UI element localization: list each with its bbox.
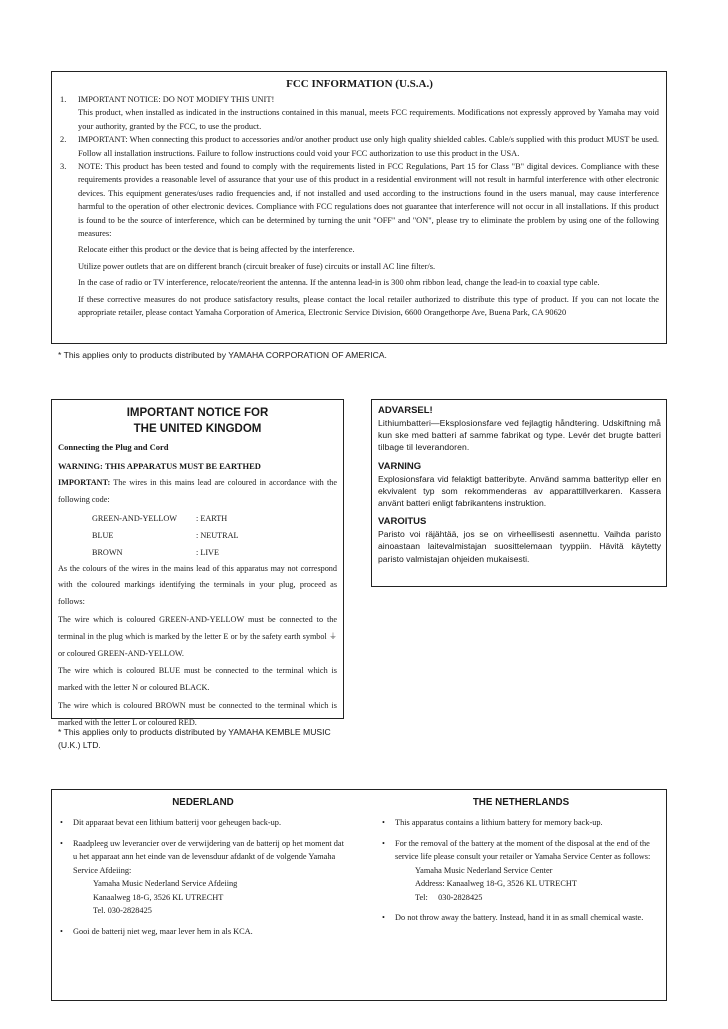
- list-item: • For the removal of the battery at the moment of the disposal at the end of the service life please consult your retailer or Yamaha Service Center as follows: Yamaha Music Nederland Service Center Address: Kanaalweg 18-G, 3526 KL UTRECHT Tel: 030-2828425: [380, 837, 662, 905]
- fcc-item-1-detail: This product, when installed as indicated in the instructions contained in this manual, meets FCC requirements. Modifications not expressly approved by Yamaha may void your authority, granted by the FCC, to use the product.: [78, 108, 659, 131]
- list-item: • Raadpleeg uw leverancier over de verwijdering van de batterij op het moment dat u het apparaat ann het einde van de levensduur afdankt of de volgende Yamaha Service Afdeiing: Yamaha Music Nederland Service Afdeiing Kanaalweg 18-G, 3526 KL UTRECHT Tel. 030-2828425: [58, 837, 348, 918]
- advarsel-text: Lithiumbatteri—Eksplosionsfare ved fejlagtig håndtering. Udskiftning må kun ske med batteri af samme fabrikat og type. Levér det brugte batteri tilbage til leverandoren.: [378, 418, 661, 453]
- netherlands-battery-box: [51, 789, 667, 1001]
- list-item: • Dit apparaat bevat een lithium batterij voor geheugen back-up.: [60, 818, 282, 827]
- uk-wire-earth: GREEN-AND-YELLOW : EARTH: [92, 513, 228, 523]
- uk-para-4: The wire which is coloured BROWN must be connected to the terminal which is marked with the letter L or coloured RED.: [58, 700, 337, 727]
- earth-symbol-icon: ⏚: [329, 631, 337, 641]
- nederland-list: [58, 816, 348, 938]
- uk-wire-live: BROWN : LIVE: [92, 547, 219, 557]
- fcc-measure-1: Relocate either this product or the device that is being affected by the interference.: [78, 245, 355, 255]
- the-netherlands-address: Yamaha Music Nederland Service Center Address: Kanaalweg 18-G, 3526 KL UTRECHT Tel: 030-2828425: [415, 865, 577, 902]
- nordic-battery-warnings-box: [371, 399, 667, 587]
- list-item: • Do not throw away the battery. Instead, hand it in as small chemical waste.: [382, 913, 644, 922]
- fcc-item-1: 1. IMPORTANT NOTICE: DO NOT MODIFY THIS UNIT!: [60, 95, 275, 104]
- varoitus-heading: VAROITUS: [378, 516, 427, 528]
- fcc-title: FCC INFORMATION (U.S.A.): [286, 78, 433, 90]
- varning-heading: VARNING: [378, 460, 422, 472]
- list-item: • Gooi de batterij niet weg, maar lever hem in als KCA.: [60, 926, 253, 936]
- fcc-list: [60, 93, 659, 240]
- uk-wire-neutral: BLUE : NEUTRAL: [92, 530, 239, 540]
- fcc-measure-2: Utilize power outlets that are on different branch (circuit breaker of fuse) circuits or install AC line filter/s.: [78, 261, 436, 271]
- fcc-footnote: * This applies only to products distributed by YAMAHA CORPORATION OF AMERICA.: [58, 350, 387, 360]
- uk-para-1: As the colours of the wires in the mains lead of this apparatus may not correspond with the coloured markings identifying the terminals in your plug, proceed as follows:: [58, 563, 337, 607]
- varoitus-text: Paristo voi räjähtää, jos se on virheellisesti asennettu. Vaihda paristo ainoastaan laitevalmistajan suosittelemaan tyyppiin. Hävitä käytetty paristo valmistajan ohjeiden mukaisesti.: [378, 529, 661, 564]
- uk-warning: WARNING: THIS APPARATUS MUST BE EARTHED: [58, 461, 261, 471]
- the-netherlands-list: [380, 816, 662, 925]
- the-netherlands-column: [380, 796, 662, 932]
- the-netherlands-title: THE NETHERLANDS: [472, 797, 570, 808]
- advarsel-heading: ADVARSEL!: [378, 405, 433, 416]
- uk-heading-line-1: IMPORTANT NOTICE FOR: [126, 407, 269, 419]
- nederland-address: Yamaha Music Nederland Service Afdeiing Kanaalweg 18-G, 3526 KL UTRECHT Tel. 030-2828425: [93, 879, 238, 915]
- uk-important: IMPORTANT: The wires in this mains lead are coloured in accordance with the following code:: [58, 478, 337, 504]
- uk-para-3: The wire which is coloured BLUE must be connected to the terminal which is marked with the letter N or coloured BLACK.: [58, 666, 337, 693]
- uk-footnote: * This applies only to products distributed by YAMAHA KEMBLE MUSIC (U.K.) LTD.: [58, 727, 331, 750]
- fcc-measure-4: If these corrective measures do not produce satisfactory results, please contact the local retailer authorized to distribute this type of product. If you can not locate the appropriate retailer, please contact Yamaha Corporation of America, Electronic Service Division, 6600 Orangethorpe Ave, Buena Park, CA 90620: [78, 294, 659, 318]
- fcc-measure-3: In the case of radio or TV interference, relocate/reorient the antenna. If the antenna lead-in is 300 ohm ribbon lead, change the lead-in to coaxial type cable.: [78, 278, 600, 288]
- nederland-column: [58, 796, 348, 945]
- varning-text: Explosionsfara vid felaktigt batteribyte. Använd samma batterityp eller en ekvivalent typ som rekommenderas av apparattillverkaren. Kassera använt batteri enligt fabrikantens instruktion.: [378, 473, 661, 509]
- fcc-information-box: [51, 71, 667, 344]
- uk-notice-box: [51, 399, 344, 727]
- fcc-item-3: 3. NOTE: This product has been tested and found to comply with the requirements listed in FCC Regulations, Part 15 for Class "B" digital devices. Compliance with these requirements provides a reasonable level of assurance that your use of this product in a residential environment will not result in harmful interference with other electronic devices. This equipment generates/uses radio frequencies and, if not installed and used according to the instructions found in the users manual, may cause interference harmful to the operation of other electronic devices. Compliance with FCC regulations does not guarantee that interference will not occur in all installations. If this product is found to be the source of interference, which can be determined by turning the unit "OFF" and "ON", please try to eliminate the problem by using one of the following measures:: [60, 162, 659, 239]
- uk-subheading: Connecting the Plug and Cord: [58, 442, 169, 452]
- uk-heading-line-2: THE UNITED KINGDOM: [133, 423, 262, 435]
- nederland-title: NEDERLAND: [172, 797, 234, 808]
- fcc-item-2: 2. IMPORTANT: When connecting this product to accessories and/or another product use only high quality shielded cables. Cable/s supplied with this product MUST be used. Follow all installation instructions. Failure to follow instructions could void your FCC authorization to use this product in the USA.: [60, 135, 659, 158]
- uk-para-2: The wire which is coloured GREEN-AND-YELLOW must be connected to the terminal in the plug which is marked by the letter E or by the safety earth symbol ⏚ or coloured GREEN-AND-YELLOW.: [58, 614, 337, 658]
- list-item: • This apparatus contains a lithium battery for memory back-up.: [382, 818, 603, 827]
